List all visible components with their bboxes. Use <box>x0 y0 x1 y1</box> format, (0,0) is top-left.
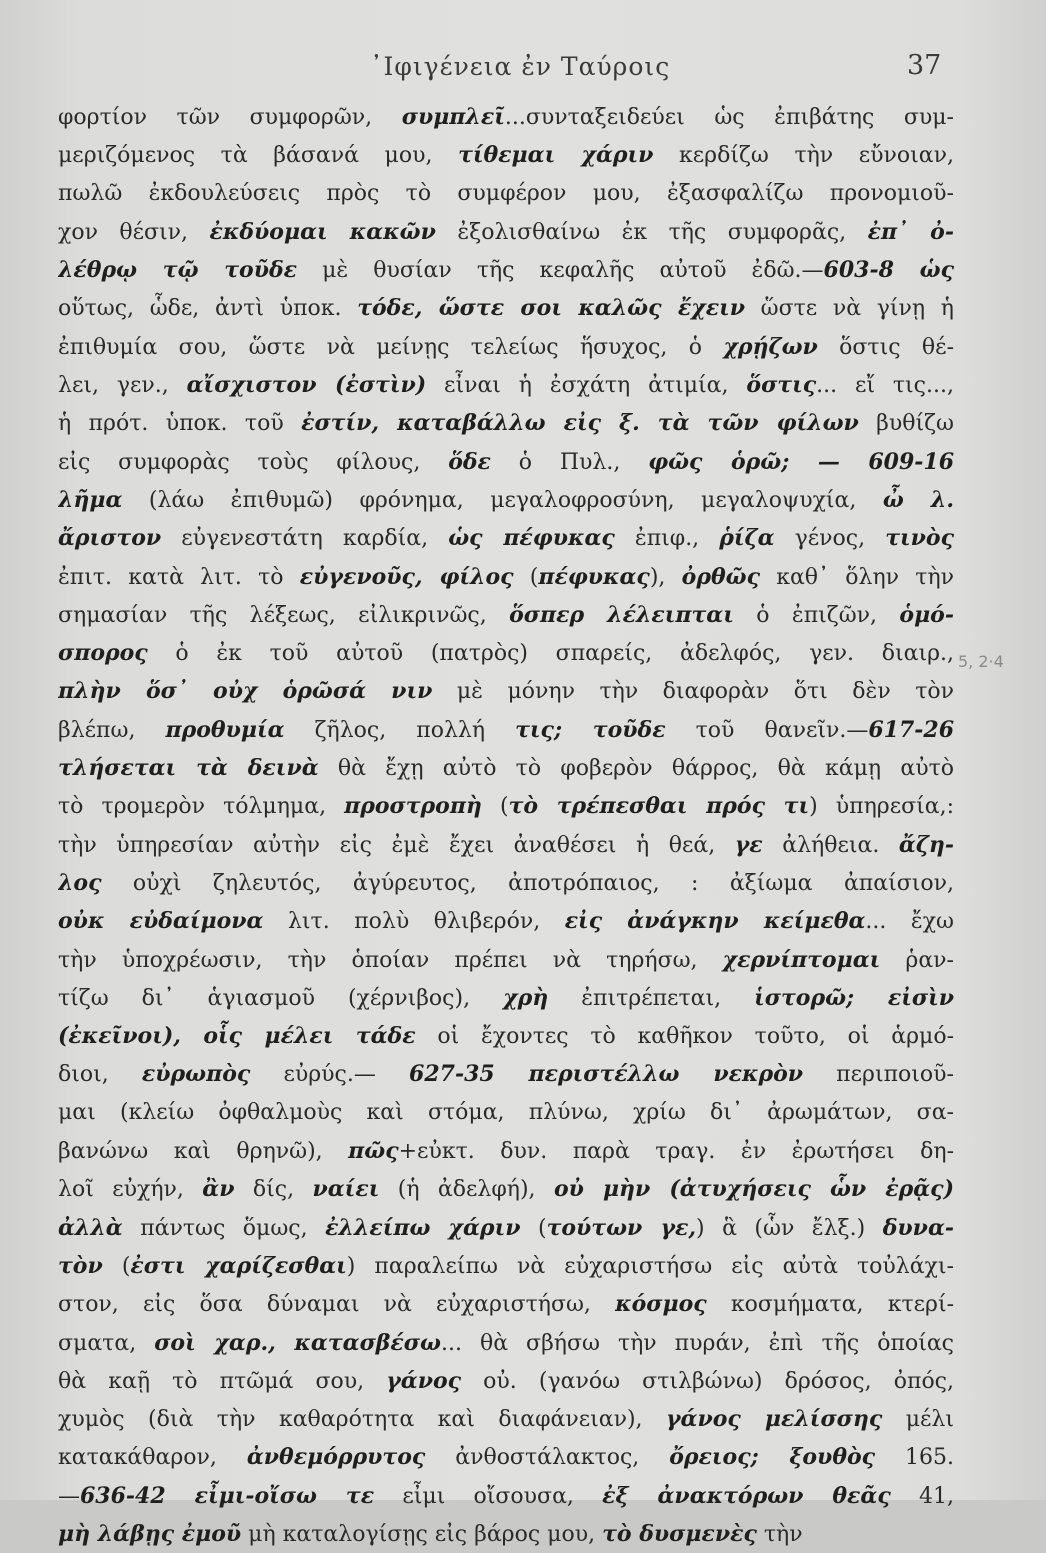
lemma: (ἐκεῖνοι), οἷς μέλει τάδε <box>58 1023 416 1050</box>
lemma: χρῄζων <box>723 333 818 360</box>
lemma: συμπλεῖ <box>401 104 505 130</box>
lemma: τινὸς <box>885 525 954 552</box>
running-title: ᾿Ιφιγένεια ἐν Ταύροις <box>370 52 671 81</box>
text-line: ἀλλὰ πάντως ὅμως, ἐλλείπω χάριν (τούτων γε,) ἃ (ὧν ἔλξ.) δυνα- <box>58 1214 954 1241</box>
text-line: λει, γεν., αἴσχιστον (ἐστὶν) εἶναι ἡ ἐσχάτη ἀτιμία, ὅστις... εἴ τις..., <box>58 372 954 399</box>
text-line: (ἐκεῖνοι), οἷς μέλει τάδε οἱ ἔχοντες τὸ καθῆκον τοῦτο, οἱ ἁρμό- <box>58 1023 954 1050</box>
lemma: τις; τοῦδε <box>515 716 666 743</box>
lemma: ναίει <box>312 1176 380 1203</box>
lemma: χρὴ <box>503 984 549 1011</box>
lemma: τίθεμαι χάριν <box>458 142 654 169</box>
text-line: διοι, εὐρωπὸς εὐρύς.— 627-35 περιστέλλω νεκρὸν περιποιοῦ- <box>58 1061 954 1088</box>
lemma: ἐλλείπω χάριν <box>325 1214 521 1241</box>
lemma: γε <box>734 831 763 858</box>
lemma: λέθρῳ τῷ τοῦδε <box>58 257 298 284</box>
lemma: ἐξ ἀνακτόρων θεᾶς <box>602 1482 891 1509</box>
text-line: τίζω δι᾿ ἁγιασμοῦ (χέρνιβος), χρὴ ἐπιτρέπεται, ἱστορῶ; εἰσὶν <box>58 984 954 1011</box>
lemma: ῥίζα <box>719 525 775 552</box>
lemma: τὸ τρέπεσθαι πρός τι <box>508 793 810 820</box>
page-header <box>0 52 1046 92</box>
text-line: —636-42 εἶμι-οἴσω τε εἶμι οἴσουσα, ἐξ ἀνακτόρων θεᾶς 41, <box>58 1482 954 1509</box>
lemma: ἂν <box>202 1176 235 1203</box>
lemma: χερνίπτομαι <box>722 946 881 973</box>
lemma: ἄζη- <box>898 831 954 858</box>
lemma: προθυμία <box>165 716 285 743</box>
lemma: γάνος μελίσσης <box>666 1406 883 1433</box>
lemma: ἐστίν, καταβάλλω εἰς ξ. τὰ τῶν φίλων <box>301 410 859 437</box>
text-line: πωλῶ ἐκδουλεύσεις πρὸς τὸ συμφέρον μου, ἐξασφαλίζω προνομιοῦ- <box>58 180 954 206</box>
text-line: ἄριστον εὐγενεστάτη καρδία, ὡς πέφυκας ἐπιφ., ῥίζα γένος, τινὸς <box>58 525 954 552</box>
lemma: εὐρωπὸς <box>141 1061 251 1088</box>
text-line: τὸ τρομερὸν τόλμημα, προστροπὴ (τὸ τρέπεσθαι πρός τι) ὑπηρεσία,: <box>58 793 954 820</box>
text-line: τὸν (ἐστι χαρίζεσθαι) παραλείπω νὰ εὐχαριστήσω εἰς αὐτὰ τοὐλάχι- <box>58 1252 954 1279</box>
text-line: ἐπιτ. κατὰ λιτ. τὸ εὐγενοῦς, φίλος (πέφυκας), ὀρθῶς καθ᾿ ὅλην τὴν <box>58 563 954 590</box>
text-line: λοῖ εὐχήν, ἂν δίς, ναίει (ἡ ἀδελφή), οὐ μὴν (ἀτυχήσεις ὧν ἐρᾷς) <box>58 1176 954 1203</box>
text-line: πλὴν ὅσ᾿ οὐχ ὁρῶσά νιν μὲ μόνην τὴν διαφορὰν ὅτι δὲν τὸν <box>58 678 954 705</box>
lemma: τὸν <box>58 1252 103 1279</box>
text-line: θὰ καῇ τὸ πτῶμά σου, γάνος οὐ. (γανόω στιλβώνω) δρόσος, ὀπός, <box>58 1367 954 1394</box>
lemma: ἐκδύομαι κακῶν <box>209 218 436 245</box>
lemma: λος <box>58 869 102 896</box>
lemma: 617-26 <box>868 716 954 743</box>
text-line: στον, εἰς ὅσα δύναμαι νὰ εὐχαριστήσω, κόσμος κοσμήματα, κτερί- <box>58 1291 954 1318</box>
text-line: μεριζόμενος τὰ βάσανά μου, τίθεμαι χάριν κερδίζω τὴν εὔνοιαν, <box>58 142 954 169</box>
text-line: λῆμα (λάω ἐπιθυμῶ) φρόνημα, μεγαλοφροσύνη, μεγαλοψυχία, ὦ λ. <box>58 486 954 513</box>
text-line: ἡ πρότ. ὑποκ. τοῦ ἐστίν, καταβάλλω εἰς ξ. τὰ τῶν φίλων βυθίζω <box>58 410 954 437</box>
lemma: σπορος <box>58 640 148 667</box>
lemma: κόσμος <box>615 1291 707 1318</box>
lemma: ἀλλὰ <box>58 1214 123 1241</box>
lemma: ἐπ᾿ ὀ- <box>867 218 954 245</box>
text-line: κατακάθαρον, ἀνθεμόρρυτος ἀνθοστάλακτος, ὄρειος; ξουθὸς 165. <box>58 1444 954 1471</box>
lemma: τὸ δυσμενὲς <box>602 1520 757 1547</box>
lemma: ὅστις <box>746 372 817 399</box>
text-line: σπορος ὁ ἐκ τοῦ αὐτοῦ (πατρὸς) σπαρείς, ἀδελφός, γεν. διαιρ., <box>58 640 954 667</box>
text-line: λέθρῳ τῷ τοῦδε μὲ θυσίαν τῆς κεφαλῆς αὐτοῦ ἐδῶ.—603-8 ὡς <box>58 257 954 284</box>
text-line: μαι (κλείω ὀφθαλμοὺς καὶ στόμα, πλύνω, χρίω δι᾿ ἀρωμάτων, σα- <box>58 1099 954 1125</box>
lemma: 627-35 περιστέλλω νεκρὸν <box>409 1061 804 1088</box>
lemma: ὡς πέφυκας <box>448 525 615 552</box>
lemma: 603-8 ὡς <box>823 257 954 284</box>
lemma: δυνα- <box>882 1214 954 1241</box>
text-line: σματα, σοὶ χαρ., κατασβέσω... θὰ σβήσω τὴν πυράν, ἐπὶ τῆς ὁποίας <box>58 1329 954 1356</box>
text-line: τὴν ὑπηρεσίαν αὐτὴν εἰς ἐμὲ ἔχει ἀναθέσει ἡ θεά, γε ἀλήθεια. ἄζη- <box>58 831 954 858</box>
lemma: εὐγενοῦς, φίλος <box>299 563 514 590</box>
commentary-text <box>58 98 954 1553</box>
lemma: πέφυκας <box>538 563 650 590</box>
text-line: εἰς συμφορὰς τοὺς φίλους, ὅδε ὁ Πυλ., φῶς ὁρῶ; — 609-16 <box>58 448 954 475</box>
lemma: ἄριστον <box>58 525 162 552</box>
lemma: ὅδε <box>448 448 491 475</box>
text-line: χυμὸς (διὰ τὴν καθαρότητα καὶ διαφάνειαν), γάνος μελίσσης μέλι <box>58 1406 954 1433</box>
text-line: σημασίαν τῆς λέξεως, εἰλικρινῶς, ὅσπερ λέλειπται ὁ ἐπιζῶν, ὁμό- <box>58 601 954 628</box>
lemma: αἴσχιστον (ἐστὶν) <box>186 372 427 399</box>
lemma: ὄρειος; ξουθὸς <box>669 1444 876 1471</box>
text-line: λος οὐχὶ ζηλευτός, ἀγύρευτος, ἀποτρόπαιος, : ἀξίωμα ἀπαίσιον, <box>58 869 954 896</box>
lemma: οὐκ εὐδαίμονα <box>58 908 264 935</box>
lemma: πῶς <box>348 1138 399 1165</box>
lemma: ὅσπερ λέλειπται <box>509 601 734 628</box>
lemma: ὦ λ. <box>882 486 954 513</box>
lemma: ἱστορῶ; εἰσὶν <box>754 984 954 1011</box>
lemma: φῶς ὁρῶ; — 609-16 <box>648 448 954 475</box>
lemma: ὀρθῶς <box>681 563 760 590</box>
text-line: βανώνω καὶ θρηνῶ), πῶς+εὐκτ. δυν. παρὰ τραγ. ἐν ἐρωτήσει δη- <box>58 1138 954 1165</box>
text-line: βλέπω, προθυμία ζῆλος, πολλή τις; τοῦδε τοῦ θανεῖν.—617-26 <box>58 716 954 743</box>
lemma: μὴ λάβῃς ἐμοῦ <box>58 1520 242 1547</box>
text-line: τὴν ὑποχρέωσιν, τὴν ὁποίαν πρέπει νὰ τηρήσω, χερνίπτομαι ῥαν- <box>58 946 954 973</box>
lemma: εἰς ἀνάγκην κείμεθα <box>564 908 866 935</box>
text-line: μὴ λάβῃς ἐμοῦ μὴ καταλογίσῃς εἰς βάρος μου, τὸ δυσμενὲς τὴν <box>58 1520 803 1547</box>
page-number: 37 <box>907 50 942 81</box>
lemma: γάνος <box>386 1367 462 1394</box>
lemma: λῆμα <box>58 486 123 513</box>
lemma: σοὶ χαρ., κατασβέσω <box>154 1329 441 1356</box>
text-line: ἐπιθυμία σου, ὥστε νὰ μείνῃς τελείως ἥσυχος, ὁ χρῄζων ὅστις θέ- <box>58 333 954 360</box>
lemma: ὁμό- <box>899 601 954 628</box>
lemma: τλήσεται τὰ δεινὰ <box>58 755 319 782</box>
lemma: προστροπὴ <box>344 793 482 820</box>
text-line: οὐκ εὐδαίμονα λιτ. πολὺ θλιβερόν, εἰς ἀνάγκην κείμεθα... ἔχω <box>58 908 954 935</box>
lemma: 636-42 εἶμι-οἴσω τε <box>80 1482 375 1509</box>
lemma: τούτων γε, <box>546 1214 697 1241</box>
lemma: τόδε, ὥστε σοι καλῶς ἔχειν <box>357 295 745 322</box>
text-line: χον θέσιν, ἐκδύομαι κακῶν ἐξολισθαίνω ἐκ τῆς συμφορᾶς, ἐπ᾿ ὀ- <box>58 218 954 245</box>
lemma: ἀνθεμόρρυτος <box>246 1444 426 1471</box>
text-line: οὕτως, ὧδε, ἀντὶ ὑποκ. τόδε, ὥστε σοι καλῶς ἔχειν ὥστε νὰ γίνῃ ἡ <box>58 295 954 322</box>
text-line: τλήσεται τὰ δεινὰ θὰ ἔχῃ αὐτὸ τὸ φοβερὸν θάρρος, θὰ κάμῃ αὐτὸ <box>58 755 954 782</box>
lemma: ἐστι χαρίζεσθαι <box>130 1252 347 1279</box>
lemma: πλὴν ὅσ᾿ οὐχ ὁρῶσά νιν <box>58 678 433 705</box>
lemma: οὐ μὴν (ἀτυχήσεις ὧν ἐρᾷς) <box>553 1176 954 1203</box>
handwritten-margin-note: 5, 2·4 <box>958 652 1004 671</box>
text-line: φορτίον τῶν συμφορῶν, συμπλεῖ...συνταξειδεύει ὡς ἐπιβάτης συμ- <box>58 104 954 130</box>
